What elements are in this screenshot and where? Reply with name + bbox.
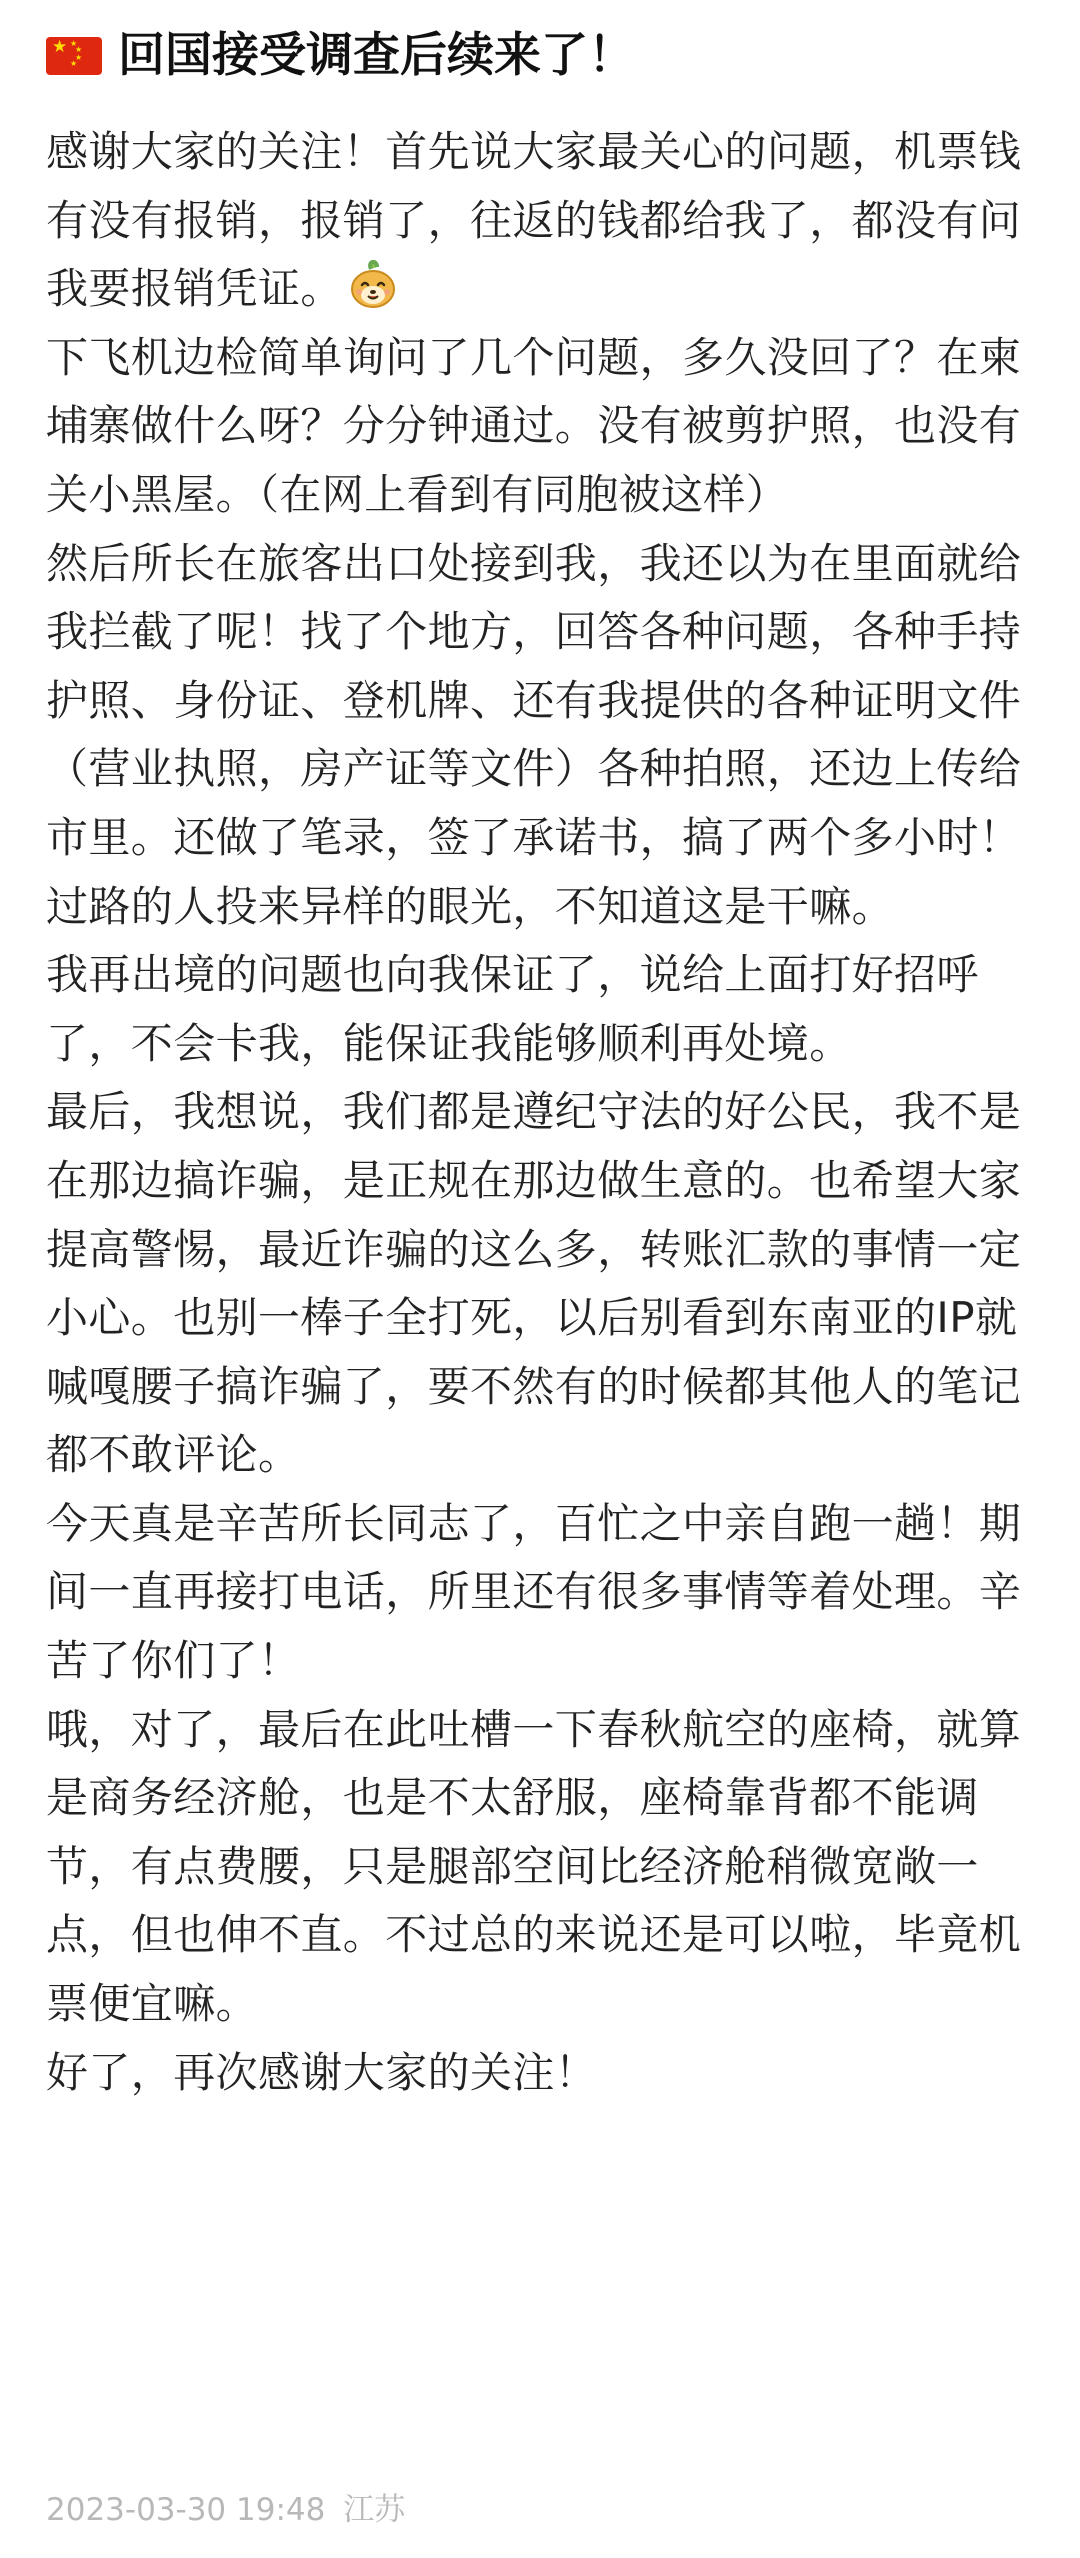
china-flag-icon: ★ ★ ★ ★ ★ (46, 37, 102, 75)
post-location: 江苏 (343, 2492, 406, 2528)
paragraph-1-text: 感谢大家的关注！首先说大家最关心的问题，机票钱有没有报销，报销了，往返的钱都给我了，都没有问我要报销凭证。 (46, 127, 1022, 314)
post-title (46, 20, 1042, 92)
post-title-text: 回国接受调查后续来了！ (118, 28, 635, 83)
paragraph-4: 我再出境的问题也向我保证了，说给上面打好招呼了，不会卡我，能保证我能够顺利再处境。 (46, 950, 979, 1068)
paragraph-1 (46, 118, 1042, 324)
paragraph-6: 今天真是辛苦所长同志了，百忙之中亲自跑一趟！期间一直再接打电话，所里还有很多事情等着处理。辛苦了你们了！ (46, 1498, 1022, 1686)
happy-face-emoji-icon (347, 259, 399, 311)
paragraph-5: 最后，我想说，我们都是遵纪守法的好公民，我不是在那边搞诈骗，是正规在那边做生意的。也希望大家提高警惕，最近诈骗的这么多，转账汇款的事情一定小心。也别一棒子全打死，以后别看到东南亚的IP就喊嘎腰子搞诈骗了，要不然有的时候都其他人的笔记都不敢评论。 (46, 1087, 1022, 1480)
paragraph-8: 好了，再次感谢大家的关注！ (46, 2047, 598, 2097)
paragraph-7: 哦，对了，最后在此吐槽一下春秋航空的座椅，就算是商务经济舱，也是不太舒服，座椅靠背都不能调节，有点费腰，只是腿部空间比经济舱稍微宽敞一点，但也伸不直。不过总的来说还是可以啦，毕竟机票便宜嘛。 (46, 1704, 1022, 2029)
post-date: 2023-03-30 19:48 (46, 2492, 326, 2528)
paragraph-3: 然后所长在旅客出口处接到我，我还以为在里面就给我拦截了呢！找了个地方，回答各种问题，各种手持护照、身份证、登机牌、还有我提供的各种证明文件（营业执照，房产证等文件）各种拍照，还边上传给市里。还做了笔录，签了承诺书，搞了两个多小时！过路的人投来异样的眼光，不知道这是干嘛。 (46, 538, 1022, 931)
paragraph-2: 下飞机边检简单询问了几个问题，多久没回了？在柬埔寨做什么呀？分分钟通过。没有被剪护照，也没有关小黑屋。（在网上看到有同胞被这样） (46, 332, 1022, 519)
post-meta (46, 2490, 413, 2530)
post-body (46, 118, 1042, 2107)
